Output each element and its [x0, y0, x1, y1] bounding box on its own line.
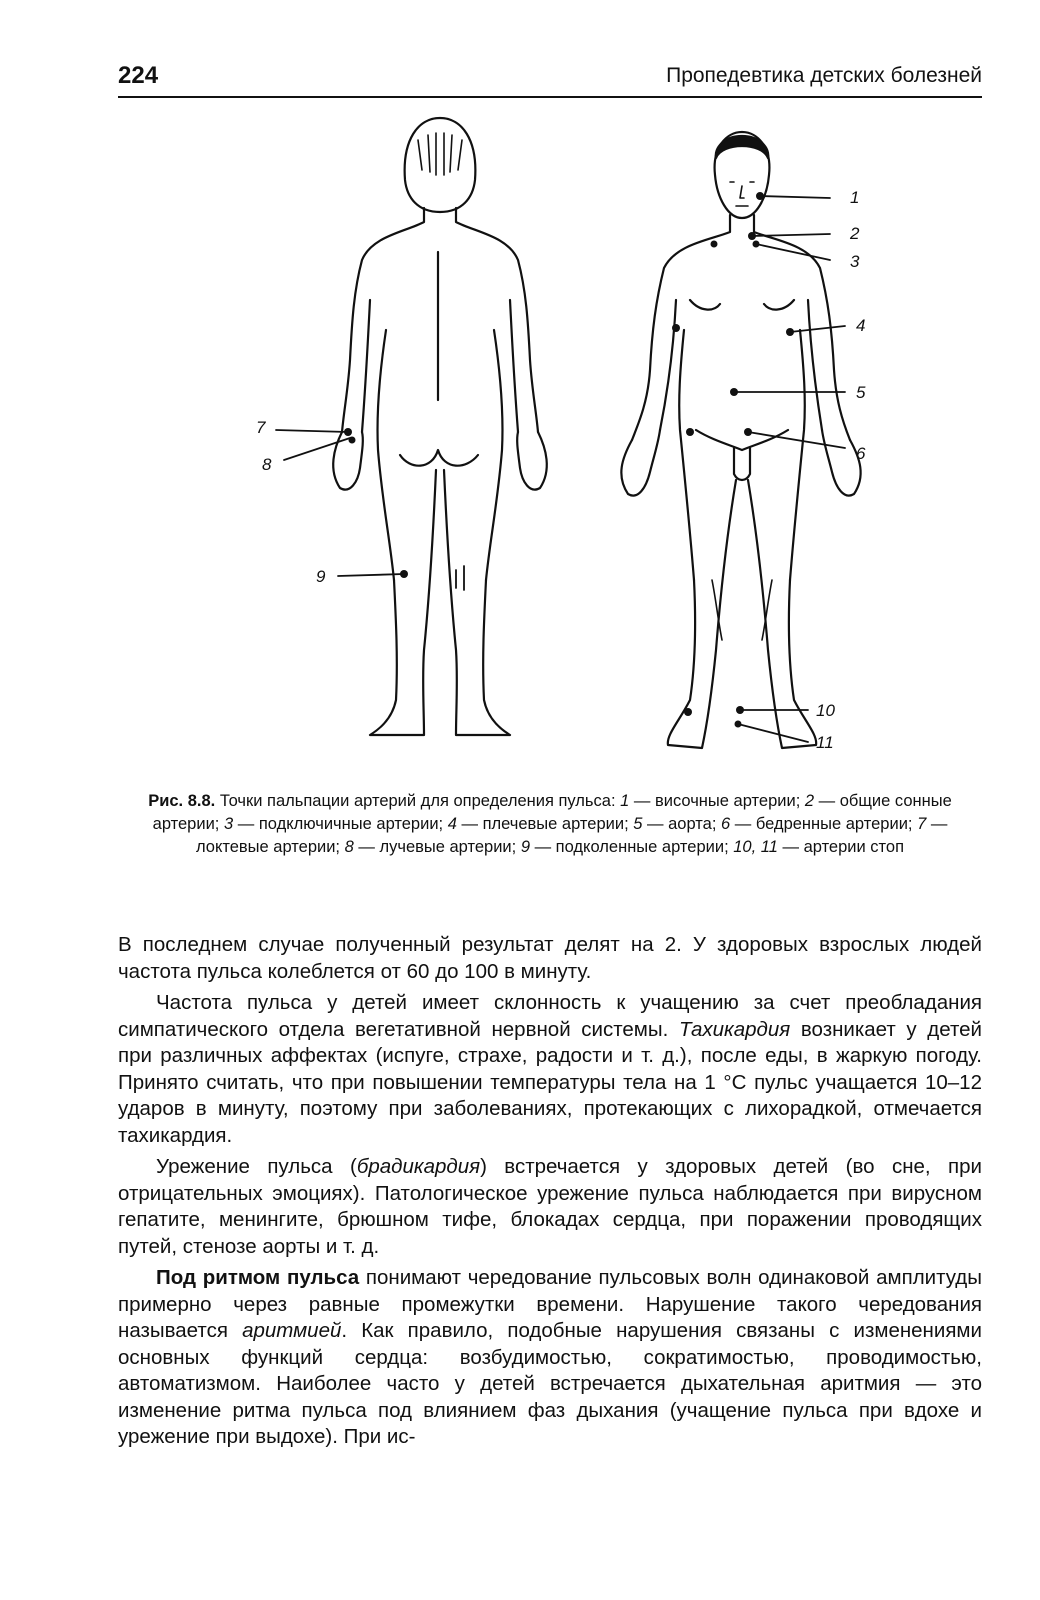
- leader-11: [738, 724, 808, 742]
- back-buttocks: [400, 450, 478, 466]
- pulse-point-aorta: [730, 388, 738, 396]
- header-rule: [118, 96, 982, 98]
- pulse-point-foot-dorsal: [736, 706, 744, 714]
- pulse-point-carotid-left: [711, 241, 718, 248]
- body-diagram: [0, 105, 1040, 785]
- label-5: 5: [856, 383, 866, 402]
- term-bradycardia: брадикардия: [356, 1155, 481, 1178]
- leader-7: [276, 430, 348, 432]
- back-head: [405, 118, 476, 212]
- back-view-figure: [333, 118, 547, 735]
- label-10: 10: [816, 701, 835, 720]
- leader-1: [760, 196, 830, 198]
- front-view-figure: [621, 132, 860, 748]
- pulse-point-ulnar: [344, 428, 352, 436]
- body-text: [118, 932, 982, 1456]
- label-9: 9: [316, 567, 326, 586]
- label-1: 1: [850, 188, 860, 207]
- pulse-points-figure: [0, 105, 1040, 785]
- leader-6: [748, 432, 845, 448]
- pulse-point-brachial: [786, 328, 794, 336]
- pulse-point-radial: [349, 437, 356, 444]
- front-left-hand: [621, 430, 660, 496]
- term-pulse-rhythm: Под ритмом пульса: [156, 1266, 360, 1289]
- pulse-point-foot-tibial: [735, 721, 742, 728]
- back-left-hand: [333, 432, 363, 490]
- running-title: Пропедевтика детских болезней: [666, 64, 982, 87]
- figure-caption: Рис. 8.8. Точки пальпации артерий для определения пульса: 1 — височные артерии; 2 — общие сонные артерии; 3 — подключичные артерии; 4 — плечевые артерии; 5 — аорта; 6 — бедренные артерии; 7 — локтевые артерии; 8 — лучевые артерии; 9 — подколенные артерии; 10, 11 — артерии стоп: [148, 792, 952, 856]
- front-chest: [690, 300, 794, 310]
- pulse-point-brachial-left: [672, 324, 680, 332]
- term-tachycardia: Тахикардия: [678, 1017, 791, 1041]
- pulse-point-femoral: [744, 428, 752, 436]
- label-6: 6: [856, 444, 866, 463]
- label-4: 4: [856, 316, 866, 335]
- front-right-hand: [822, 430, 861, 496]
- leader-8: [284, 438, 350, 460]
- back-right-hand: [517, 432, 547, 490]
- pulse-point-popliteal: [400, 570, 408, 578]
- pulse-point-temporal: [756, 192, 764, 200]
- figure-labels: [256, 188, 866, 752]
- label-7: 7: [256, 418, 266, 437]
- label-2: 2: [850, 224, 860, 243]
- pulse-points: [344, 192, 794, 728]
- leader-lines: [276, 196, 845, 742]
- paragraph-4: Под ритмом пульса понимают чередование пульсовых волн одинаковой амплитуды примерно через равные промежутки времени. Нарушение такого чередования называется аритмией. Как правило, подобные нарушения связаны с изменениями основных функций сердца: возбудимостью, сократимостью, проводимостью, автоматизмом. Наиболее часто у детей встречается дыхательная аритмия — это изменение ритма пульса под влиянием фаз дыхания (учащение пульса при вдохе и урежение при выдохе). При ис-: [118, 1266, 982, 1448]
- pulse-point-subclavian: [753, 241, 760, 248]
- page-header: [118, 60, 982, 100]
- label-8: 8: [262, 455, 272, 474]
- back-torso: [342, 208, 538, 432]
- front-hips: [679, 330, 805, 580]
- page-number: 224: [118, 62, 159, 89]
- pulse-point-carotid: [748, 232, 756, 240]
- back-legs: [370, 470, 510, 735]
- paragraph-2: Частота пульса у детей имеет склонность к учащению за счет преобладания симпатического отдела вегетативной нервной системы. Тахикардия возникает у детей при различных аффектах (испуге, страхе, радости и т. д.), после еды, в жаркую погоду. Принято считать, что при повышении температуры тела на 1 °С пульс учащается 10–12 ударов в минуту, поэтому при заболеваниях, протекающих с лихорадкой, отмечается тахикардия.: [118, 991, 982, 1147]
- front-groin: [696, 430, 788, 480]
- leader-4: [790, 326, 845, 332]
- paragraph-1: В последнем случае полученный результат делят на 2. У здоровых взрослых людей частота пульса колеблется от 60 до 100 в минуту.: [118, 933, 982, 983]
- front-arms: [660, 300, 822, 430]
- pulse-point-foot-left: [684, 708, 692, 716]
- paragraph-3: Урежение пульса (брадикардия) встречается у здоровых детей (во сне, при отрицательных эмоциях). Патологическое урежение пульса наблюдается при вирусном гепатите, менингите, брюшном тифе, блокадах сердца, при поражении проводящих путей, стенозе аорты и т. д.: [118, 1155, 982, 1258]
- label-3: 3: [850, 252, 860, 271]
- caption-lead: Рис. 8.8.: [148, 792, 216, 810]
- label-11: 11: [816, 733, 834, 752]
- term-arrhythmia: аритмией: [242, 1319, 342, 1342]
- back-arms: [362, 300, 518, 432]
- pulse-point-femoral-left: [686, 428, 694, 436]
